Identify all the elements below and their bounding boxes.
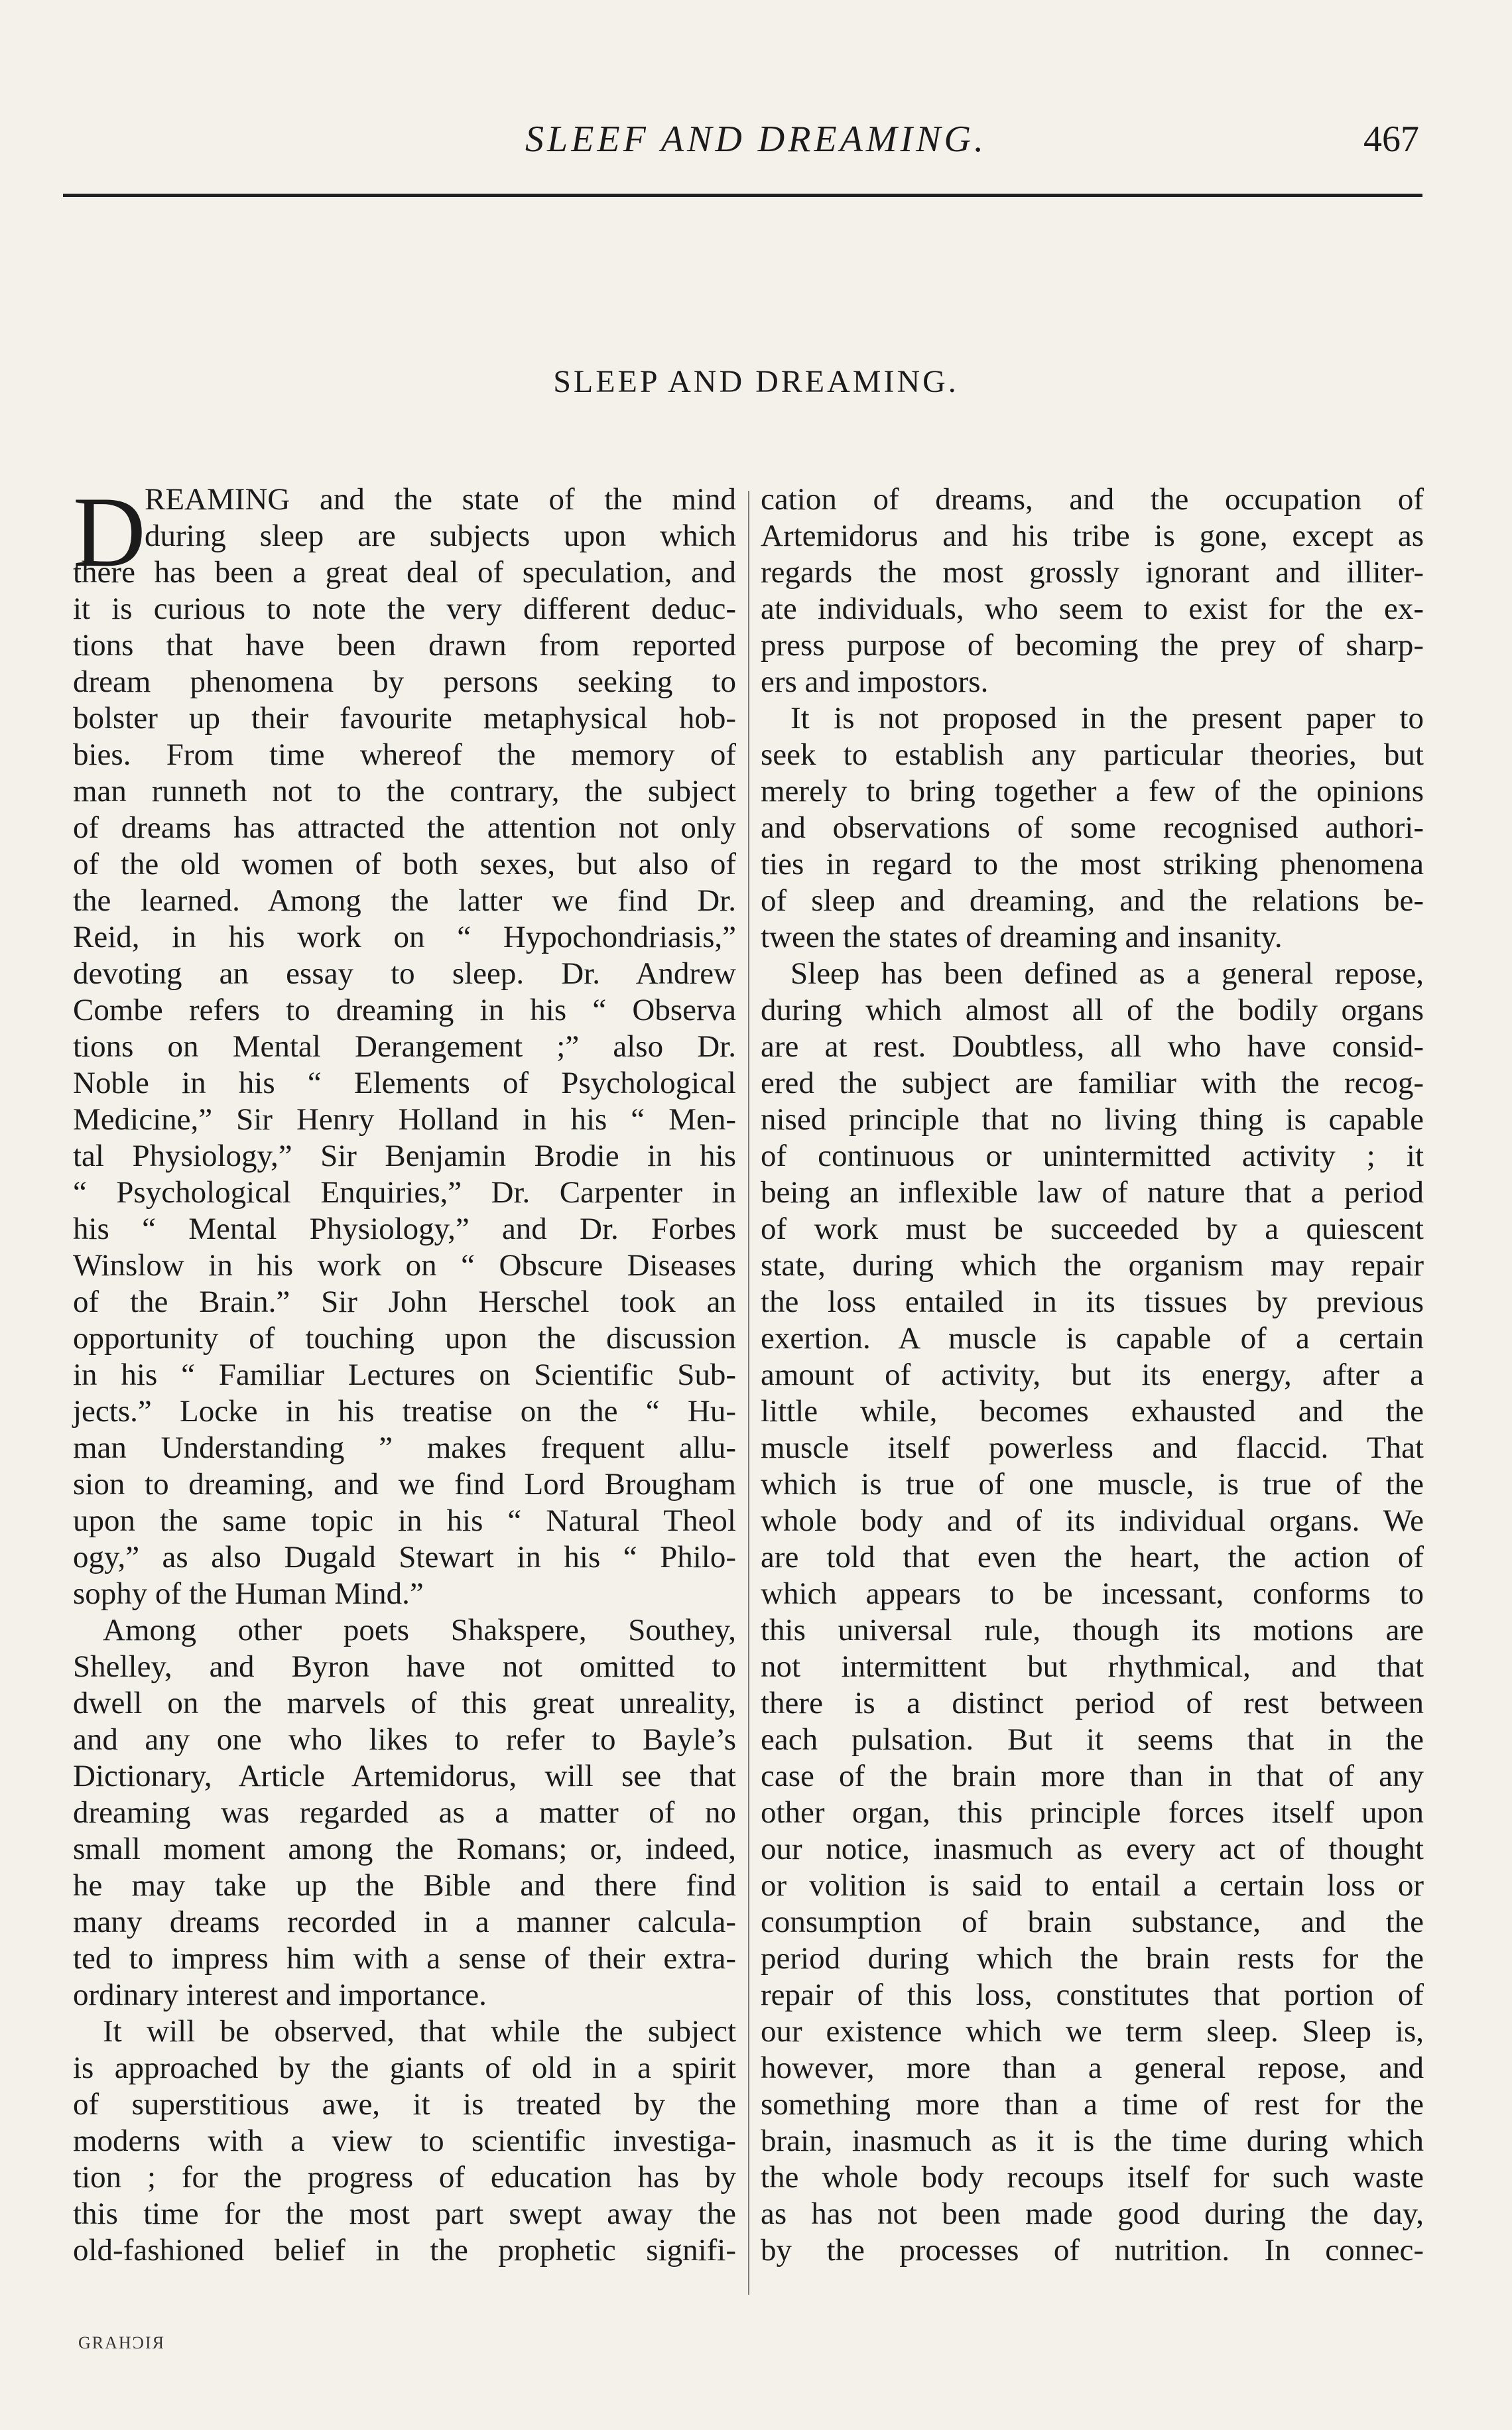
text-line: during sleep are subjects upon which <box>145 519 736 553</box>
text-line: sion to dreaming, and we find Lord Brougham <box>73 1467 736 1502</box>
text-line: bolster up their favourite metaphysical hob- <box>73 701 736 735</box>
text-line: not intermittent but rhythmical, and that <box>761 1649 1424 1684</box>
text-line: merely to bring together a few of the opinions <box>761 774 1424 808</box>
text-line: are told that even the heart, the action of <box>761 1540 1424 1574</box>
text-line: whole body and of its individual organs. We <box>761 1503 1424 1538</box>
text-line: as has not been made good during the day, <box>761 2197 1424 2231</box>
text-line: amount of activity, but its energy, after a <box>761 1358 1424 1392</box>
text-line: regards the most grossly ignorant and illiter- <box>761 555 1424 590</box>
text-line: press purpose of becoming the prey of sharp- <box>761 628 1424 663</box>
text-line: opportunity of touching upon the discussion <box>73 1321 736 1356</box>
text-line: his “ Mental Physiology,” and Dr. Forbes <box>73 1212 736 1246</box>
page-number: 467 <box>1363 119 1419 160</box>
text-line: other organ, this principle forces itself upon <box>761 1795 1424 1830</box>
text-line: it is curious to note the very different deduc- <box>73 592 736 626</box>
text-line: exertion. A muscle is capable of a certain <box>761 1321 1424 1356</box>
text-line: state, during which the organism may repair <box>761 1248 1424 1283</box>
column-divider <box>748 491 749 2295</box>
text-line: small moment among the Romans; or, indeed, <box>73 1832 736 1866</box>
text-line: tal Physiology,” Sir Benjamin Brodie in his <box>73 1139 736 1173</box>
text-line: It will be observed, that while the subject <box>103 2014 736 2049</box>
text-line: of sleep and dreaming, and the relations be- <box>761 883 1424 918</box>
right-column <box>761 481 1424 2269</box>
text-line: of continuous or unintermitted activity ; it <box>761 1139 1424 1173</box>
text-line: seek to establish any particular theories, but <box>761 737 1424 772</box>
text-line: of work must be succeeded by a quiescent <box>761 1212 1424 1246</box>
text-line: “ Psychological Enquiries,” Dr. Carpenter in <box>73 1175 736 1210</box>
text-line: Reid, in his work on “ Hypochondriasis,” <box>73 920 736 954</box>
text-line: each pulsation. But it seems that in the <box>761 1722 1424 1757</box>
text-line: tions on Mental Derangement ;” also Dr. <box>73 1029 736 1064</box>
text-line: dwell on the marvels of this great unreality, <box>73 1686 736 1720</box>
text-line: of the old women of both sexes, but also of <box>73 847 736 881</box>
header-rule <box>63 194 1422 197</box>
text-line: tween the states of dreaming and insanity. <box>761 920 1283 954</box>
text-line: bies. From time whereof the memory of <box>73 737 736 772</box>
text-line: REAMING and the state of the mind <box>145 482 736 517</box>
text-line: which is true of one muscle, is true of the <box>761 1467 1424 1502</box>
text-line: nised principle that no living thing is capable <box>761 1102 1424 1137</box>
text-line: and any one who likes to refer to Bayle’s <box>73 1722 736 1757</box>
text-line: many dreams recorded in a manner calcula- <box>73 1905 736 1939</box>
left-column <box>73 476 736 2269</box>
text-line: Shelley, and Byron have not omitted to <box>73 1649 736 1684</box>
text-line: the loss entailed in its tissues by previous <box>761 1285 1424 1319</box>
text-line: jects.” Locke in his treatise on the “ Hu- <box>73 1394 736 1429</box>
text-line: Medicine,” Sir Henry Holland in his “ Men- <box>73 1102 736 1137</box>
text-line: however, more than a general repose, and <box>761 2051 1424 2085</box>
text-line: ted to impress him with a sense of their extra- <box>73 1941 736 1976</box>
text-line: dream phenomena by persons seeking to <box>73 665 736 699</box>
text-line: our notice, inasmuch as every act of thought <box>761 1832 1424 1866</box>
text-line: tions that have been drawn from reported <box>73 628 736 663</box>
text-line: repair of this loss, constitutes that portion of <box>761 1978 1424 2012</box>
text-line: case of the brain more than in that of any <box>761 1759 1424 1793</box>
text-line: during which almost all of the bodily organs <box>761 993 1424 1027</box>
text-line: in his “ Familiar Lectures on Scientific Sub- <box>73 1358 736 1392</box>
text-line: this time for the most part swept away the <box>73 2197 736 2231</box>
text-line: consumption of brain substance, and the <box>761 1905 1424 1939</box>
text-line: sophy of the Human Mind.” <box>73 1576 424 1611</box>
text-line: period during which the brain rests for the <box>761 1941 1424 1976</box>
text-line: are at rest. Doubtless, all who have consid- <box>761 1029 1424 1064</box>
article-title: SLEEP AND DREAMING. <box>553 364 959 399</box>
text-line: Noble in his “ Elements of Psychological <box>73 1066 736 1100</box>
text-line: there has been a great deal of speculation, and <box>73 555 736 590</box>
text-line: of superstitious awe, it is treated by the <box>73 2087 736 2122</box>
text-line: this universal rule, though its motions are <box>761 1613 1424 1647</box>
text-line: the learned. Among the latter we find Dr. <box>73 883 736 918</box>
printer-mark: GRAHƆIЯ <box>78 2333 166 2352</box>
text-line: It is not proposed in the present paper to <box>790 701 1424 735</box>
text-line: ties in regard to the most striking phenomena <box>761 847 1424 881</box>
text-line: devoting an essay to sleep. Dr. Andrew <box>73 956 736 991</box>
text-line: our existence which we term sleep. Sleep is, <box>761 2014 1424 2049</box>
text-line: Dictionary, Article Artemidorus, will see that <box>73 1759 736 1793</box>
text-line: the whole body recoups itself for such waste <box>761 2160 1424 2195</box>
text-line: Combe refers to dreaming in his “ Observa <box>73 993 736 1027</box>
text-line: little while, becomes exhausted and the <box>761 1394 1424 1429</box>
running-title: SLEEF AND DREAMING. <box>525 119 987 160</box>
text-line: is approached by the giants of old in a spirit <box>73 2051 736 2085</box>
running-head <box>0 118 1512 171</box>
text-line: which appears to be incessant, conforms to <box>761 1576 1424 1611</box>
text-line: and observations of some recognised authori- <box>761 810 1424 845</box>
text-line: tion ; for the progress of education has by <box>73 2160 736 2195</box>
text-line: there is a distinct period of rest between <box>761 1686 1424 1720</box>
text-line: something more than a time of rest for the <box>761 2087 1424 2122</box>
text-line: man Understanding ” makes frequent allu- <box>73 1431 736 1465</box>
text-line: upon the same topic in his “ Natural Theol <box>73 1503 736 1538</box>
text-line: being an inflexible law of nature that a period <box>761 1175 1424 1210</box>
text-line: Sleep has been defined as a general repose, <box>790 956 1424 991</box>
text-line: moderns with a view to scientific investiga- <box>73 2124 736 2158</box>
text-line: muscle itself powerless and flaccid. That <box>761 1431 1424 1465</box>
text-line: ered the subject are familiar with the recog- <box>761 1066 1424 1100</box>
text-line: dreaming was regarded as a matter of no <box>73 1795 736 1830</box>
text-line: ogy,” as also Dugald Stewart in his “ Philo- <box>73 1540 736 1574</box>
text-line: brain, inasmuch as it is the time during which <box>761 2124 1424 2158</box>
text-line: Among other poets Shakspere, Southey, <box>103 1613 736 1647</box>
text-line: man runneth not to the contrary, the subject <box>73 774 736 808</box>
drop-cap: D <box>73 476 146 588</box>
text-line: he may take up the Bible and there find <box>73 1868 736 1903</box>
text-line: by the processes of nutrition. In connec- <box>761 2233 1424 2268</box>
text-line: ate individuals, who seem to exist for the ex- <box>761 592 1424 626</box>
text-line: Artemidorus and his tribe is gone, except as <box>761 519 1424 553</box>
text-line: ordinary interest and importance. <box>73 1978 487 2012</box>
text-line: or volition is said to entail a certain loss or <box>761 1868 1424 1903</box>
text-line: cation of dreams, and the occupation of <box>761 482 1424 517</box>
text-line: of the Brain.” Sir John Herschel took an <box>73 1285 736 1319</box>
text-line: ers and impostors. <box>761 665 989 699</box>
text-line: old-fashioned belief in the prophetic signifi- <box>73 2233 736 2268</box>
text-line: of dreams has attracted the attention not only <box>73 810 736 845</box>
text-line: Winslow in his work on “ Obscure Diseases <box>73 1248 736 1283</box>
